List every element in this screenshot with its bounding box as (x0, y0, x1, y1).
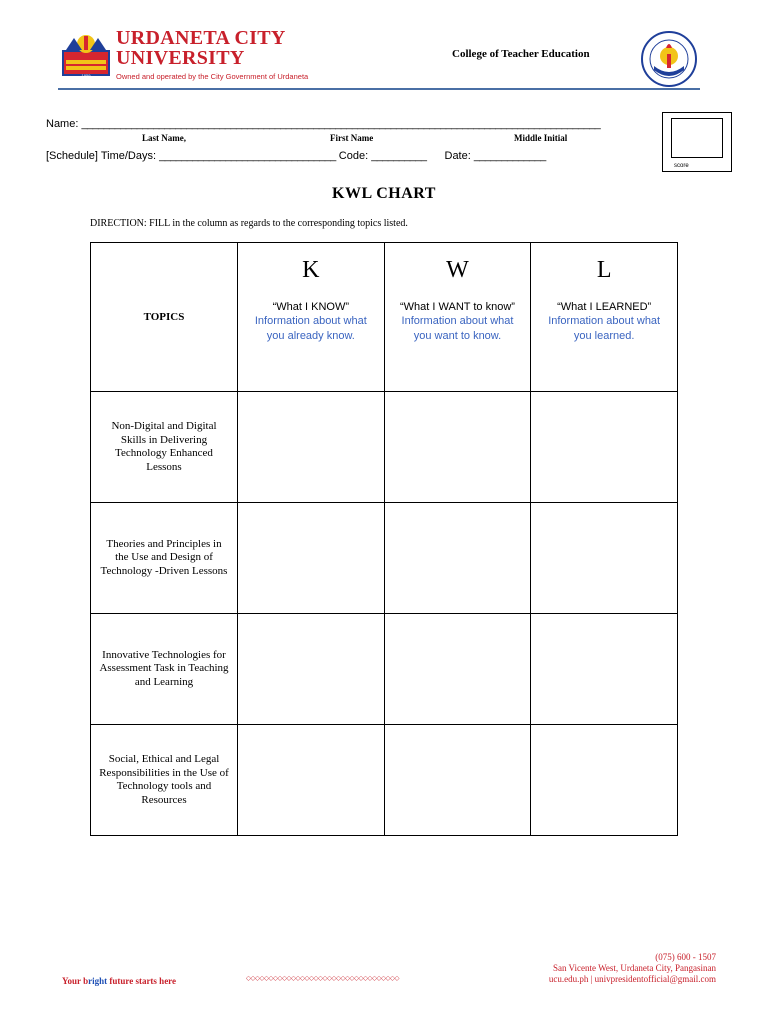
know-cell[interactable] (238, 614, 385, 725)
university-subtitle: Owned and operated by the City Government of Urdaneta (116, 72, 309, 81)
code-label: Code: (338, 150, 369, 162)
topic-cell: Social, Ethical and Legal Responsibilities in the Use of Technology tools and Resources (91, 725, 238, 836)
know-cell[interactable] (238, 503, 385, 614)
kwl-table (90, 242, 678, 836)
column-question: “What I KNOW” (272, 301, 350, 313)
learned-cell[interactable] (531, 503, 678, 614)
table-row (91, 614, 678, 725)
table-header-row (91, 243, 678, 392)
score-inner-box (671, 118, 723, 158)
column-header-k (238, 243, 385, 392)
college-name: College of Teacher Education (452, 48, 590, 60)
table-row (91, 503, 678, 614)
footer-diamond-divider: ◇◇◇◇◇◇◇◇◇◇◇◇◇◇◇◇◇◇◇◇◇◇◇◇◇◇◇◇◇◇◇◇◇◇ (246, 974, 399, 982)
column-letter: K (302, 257, 320, 283)
footer-address: San Vicente West, Urdaneta City, Pangasinan (552, 963, 716, 973)
topic-cell: Non-Digital and Digital Skills in Delivering Technology Enhanced Lessons (91, 392, 238, 503)
direction-text: DIRECTION: FILL in the column as regards to the corresponding topics listed. (90, 218, 408, 229)
want-cell[interactable] (384, 614, 531, 725)
table-row (91, 392, 678, 503)
column-letter: L (596, 257, 612, 283)
topic-cell: Innovative Technologies for Assessment Task in Teaching and Learning (91, 614, 238, 725)
know-cell[interactable] (238, 725, 385, 836)
column-description: Information about what you want to know. (401, 315, 514, 342)
footer-web-email[interactable]: ucu.edu.ph | univpresidentofficial@gmail.com (548, 974, 716, 984)
want-cell[interactable] (384, 725, 531, 836)
column-letter: W (446, 257, 469, 283)
topic-cell: Theories and Principles in the Use and Design of Technology -Driven Lessons (91, 503, 238, 614)
topics-header: TOPICS (91, 243, 238, 392)
column-header-w (384, 243, 531, 392)
footer-contact (549, 952, 716, 985)
page-title: KWL CHART (332, 185, 436, 202)
name-label: Name: (46, 118, 79, 130)
tagline-part1: Your b (62, 976, 89, 986)
learned-cell[interactable] (531, 392, 678, 503)
column-question: “What I LEARNED” (557, 301, 652, 313)
university-seal-icon (640, 30, 698, 88)
code-blank[interactable]: __________ (371, 150, 427, 162)
schedule-blank[interactable]: ________________________________ (159, 150, 336, 162)
footer-phone: (075) 600 - 1507 (655, 952, 716, 962)
want-cell[interactable] (384, 392, 531, 503)
tagline-part2: future starts here (107, 976, 177, 986)
first-name-caption: First Name (330, 133, 374, 143)
tagline-highlight: right (88, 976, 108, 986)
date-label: Date: (444, 150, 471, 162)
column-description: Information about what you learned. (548, 315, 661, 342)
schedule-label: [Schedule] Time/Days: (46, 150, 157, 162)
last-name-caption: Last Name, (142, 133, 186, 143)
date-blank[interactable]: _____________ (473, 150, 546, 162)
score-label: score (674, 163, 689, 169)
name-field[interactable] (46, 118, 600, 130)
column-header-l (531, 243, 678, 392)
table-row (91, 725, 678, 836)
want-cell[interactable] (384, 503, 531, 614)
university-name (116, 28, 286, 68)
column-question: “What I WANT to know” (400, 301, 515, 313)
schedule-row (46, 150, 546, 162)
logo-year: 1959 (81, 73, 91, 78)
learned-cell[interactable] (531, 725, 678, 836)
know-cell[interactable] (238, 392, 385, 503)
university-logo (60, 30, 112, 78)
university-name-line1: URDANETA CITY (116, 27, 286, 49)
column-description: Information about what you already know. (254, 315, 367, 342)
learned-cell[interactable] (531, 614, 678, 725)
name-blank[interactable]: ______________________________________________________________________________________________ (81, 118, 601, 130)
footer-tagline (62, 976, 176, 986)
middle-initial-caption: Middle Initial (514, 133, 568, 143)
score-box[interactable] (662, 112, 732, 172)
header-divider (58, 88, 700, 90)
university-name-line2: UNIVERSITY (116, 47, 245, 69)
